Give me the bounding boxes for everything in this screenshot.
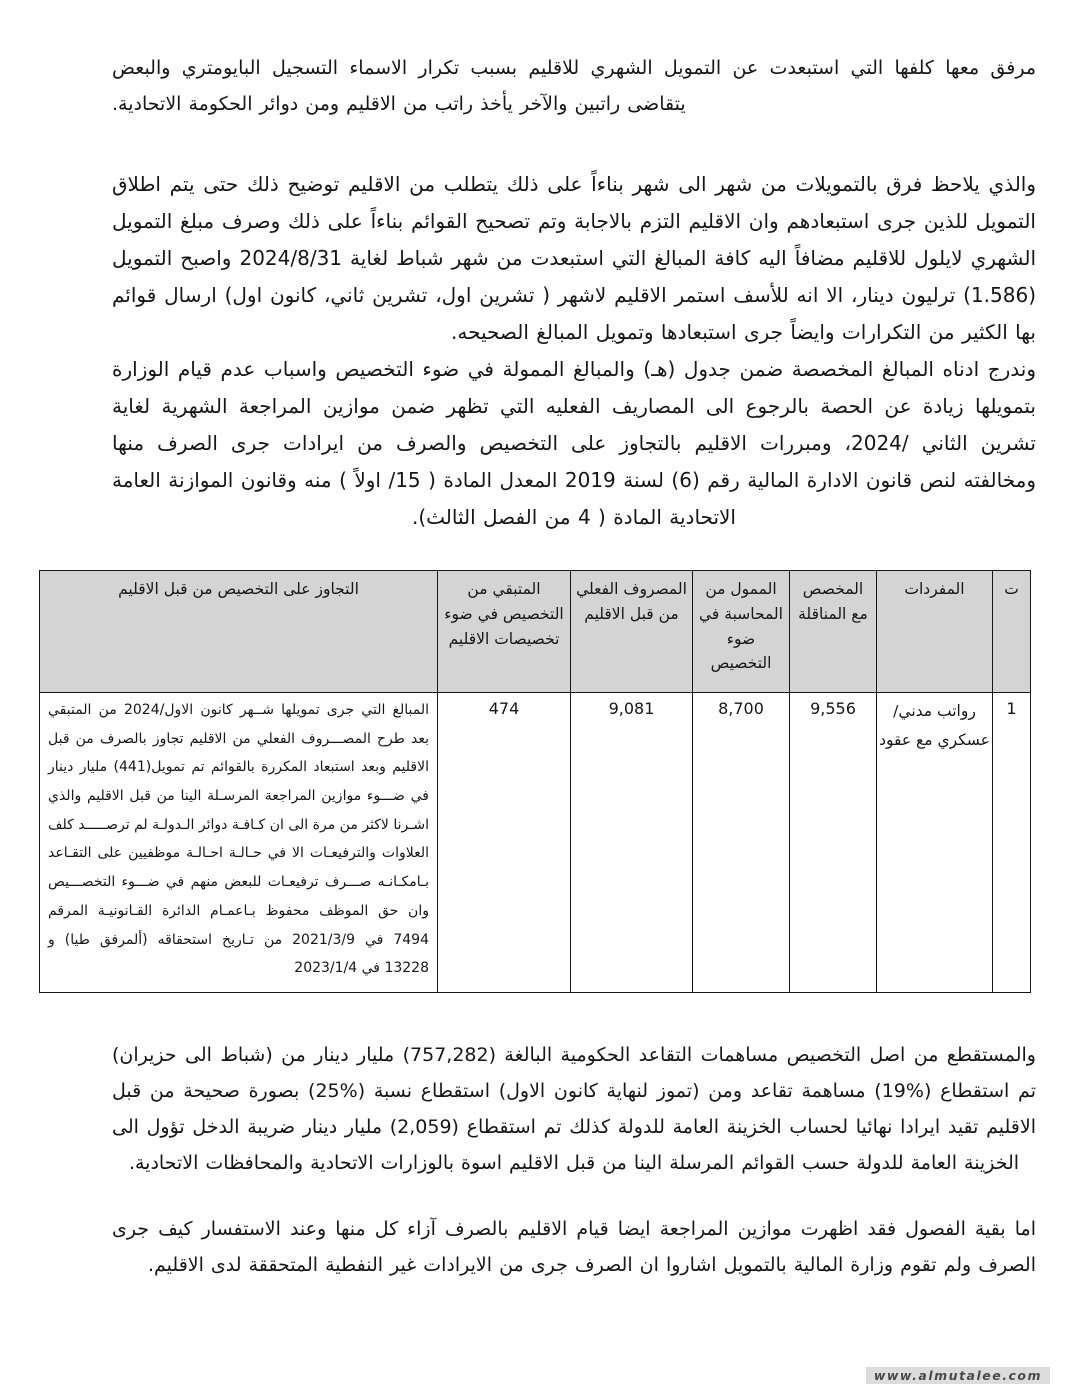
cell-item: رواتب مدني/عسكري مع عقود <box>877 693 993 993</box>
col-header-remaining-of-allocation: المتبقي من التخصيص في ضوء تخصيصات الاقليم <box>438 571 571 693</box>
cell-remaining-of-allocation: 474 <box>438 693 571 993</box>
paragraph-funding-differences: والذي يلاحظ فرق بالتمويلات من شهر الى شهر بناءاً على ذلك يتطلب من الاقليم توضيح ذلك حتى يتم اطلاق التمويل للذين جرى استبعادهم وان الاقليم التزم بالاجابة وتم تصحيح القوائم بناءاً على ذلك وصرف مبلغ التمويل الشهري لايلول للاقليم مضافاً اليه كافة المبالغ التي استبعدت من شهر شباط لغاية 2024/8/31 واصبح التمويل (1.586) ترليون دينار، الا انه للأسف استمر الاقليم لاشهر ( تشرين اول، تشرين ثاني، كانون اول) ارسال قوائم بها الكثير من التكرارات وايضاً جرى استبعادها وتمويل المبالغ الصحيحه. <box>112 172 1036 344</box>
lower-text-block <box>0 993 1080 1283</box>
col-header-actual-spent-by-region: المصروف الفعلي من قبل الاقليم <box>571 571 693 693</box>
col-header-allocated-with-transfer: المخصص مع المناقلة <box>790 571 877 693</box>
cell-serial: 1 <box>993 693 1031 993</box>
site-watermark: www.almutalee.com <box>866 1367 1050 1384</box>
paragraph-attachment-note: مرفق معها كلفها التي استبعدت عن التمويل الشهري للاقليم بسبب تكرار الاسماء التسجيل البايومتري والبعض يتقاضى راتبين والآخر يأخذ راتب من الاقليم ومن دوائر الحكومة الاتحادية. <box>112 57 1036 115</box>
allocation-table-header <box>40 571 1031 693</box>
cell-allocated-with-transfer: 9,556 <box>790 693 877 993</box>
paragraph-other-chapters: اما بقية الفصول فقد اظهرت موازين المراجعة ايضا قيام الاقليم بالصرف آزاء كل منها وعند الاستفسار كيف جرى الصرف ولم تقوم وزارة المالية بالتمويل اشاروا ان الصرف جرى من الايرادات غير النفطية المتحققة لدى الاقليم. <box>112 1218 1036 1276</box>
cell-actual-spent-by-region: 9,081 <box>571 693 693 993</box>
cell-overrun-note: المبالغ التي جرى تمويلها شــهر كانون الاول/2024 من المتبقي بعد طرح المصـــروف الفعلي من الاقليم تجاوز بالصرف من قبل الاقليم وبعد استبعاد المكررة بالقوائم تم تمويل(441) مليار دينار في ضـــوء موازين المراجعة المرسـلة الينا من قبل الاقليم والذي اشـرنا لاكثر من مرة الى ان كـافـة دوائر الـدولـة لم ترصـــــد كلف العلاوات والترفيعـات الا في حـالـة احـالـة موظفيين على التقـاعد بـامكـانـه صـــرف ترفيعـات للبعض منهم في ضـــوء التخصـــيص وان حق الموظف محفوظ بـاعمـام الدائرة القـانونيـة المرقم 7494 في 2021/3/9 من تـاريخ استحقاقه (ألمرفق طيا) و 13228 في 2023/1/4 <box>40 693 438 993</box>
upper-text-block <box>0 0 1080 560</box>
col-header-item: المفردات <box>877 571 993 693</box>
header-row <box>40 571 1031 693</box>
table-row <box>40 693 1031 993</box>
cell-funded-by-accounting: 8,700 <box>693 693 790 993</box>
allocation-table <box>39 570 1031 993</box>
col-header-funded-by-accounting: الممول من المحاسبة في ضوء التخصيص <box>693 571 790 693</box>
col-header-serial: ت <box>993 571 1031 693</box>
paragraph-table-introduction: وندرج ادناه المبالغ المخصصة ضمن جدول (هـ) والمبالغ الممولة في ضوء التخصيص واسباب عدم قيام الوزارة بتمويلها زيادة عن الحصة بالرجوع الى المصاريف الفعليه التي تظهر ضمن موازين المراجعة الشهرية لغاية تشرين الثاني /2024، ومبررات الاقليم بالتجاوز على التخصيص والصرف من ايرادات جرى الصرف منها ومخالفته لنص قانون الادارة المالية رقم (6) لسنة 2019 المعدل المادة ( 15/ اولاً ) منه وقانون الموازنة العامة الاتحادية المادة ( 4 من الفصل الثالث). <box>112 357 1036 529</box>
paragraph-pension-deductions: والمستقطع من اصل التخصيص مساهمات التقاعد الحكومية البالغة (757,282) مليار دينار من (شباط الى حزيران) تم استقطاع (%19) مساهمة تقاعد ومن (تموز لنهاية كانون الاول) استقطاع نسبة (%25) بصورة صحيحة من قبل الاقليم تقيد ايرادا نهائيا لحساب الخزينة العامة للدولة كذلك تم استقطاع (2,059) مليار دينار ضريبة الدخل تؤول الى الخزينة العامة للدولة حسب القوائم المرسلة الينا من قبل الاقليم اسوة بالوزارات الاتحادية والمحافظات الاتحادية. <box>112 1044 1036 1174</box>
col-header-overrun-by-region: التجاوز على التخصيص من قبل الاقليم <box>40 571 438 693</box>
